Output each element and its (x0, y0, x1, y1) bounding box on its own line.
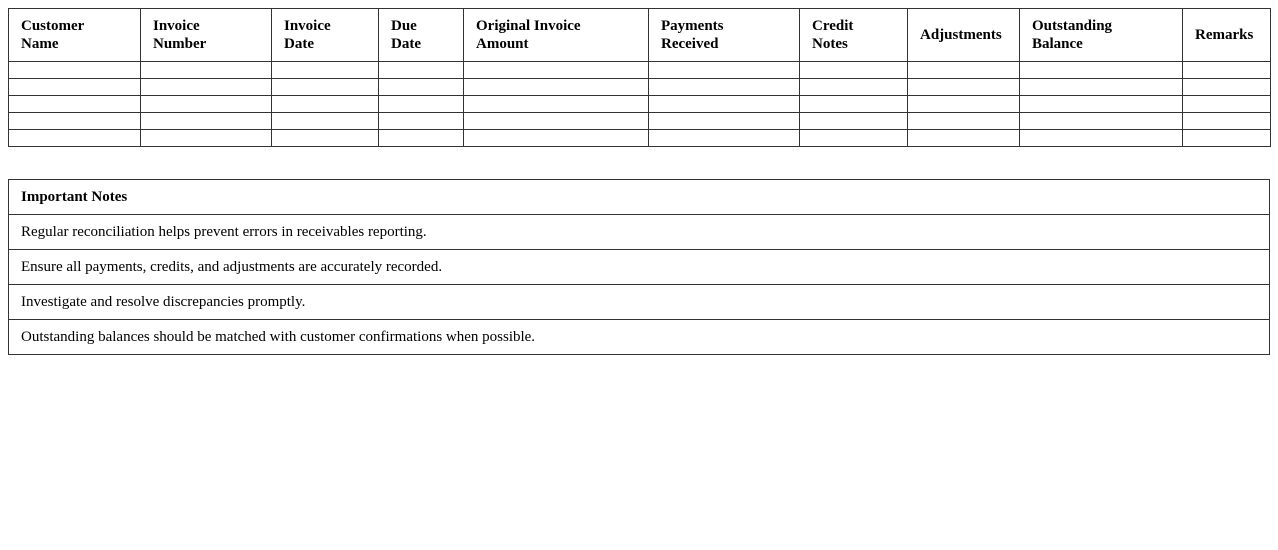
column-header-text: Date (284, 36, 314, 52)
table-cell-invoice-number (141, 62, 272, 79)
table-cell-credit-notes (800, 130, 908, 147)
table-cell-invoice-date (272, 79, 379, 96)
column-header-text: Adjustments (920, 27, 1002, 43)
column-header-credit-notes (800, 9, 908, 62)
table-cell-invoice-number (141, 113, 272, 130)
table-cell-due-date (379, 113, 464, 130)
table-cell-outstanding-balance (1020, 79, 1183, 96)
table-cell-adjustments (908, 79, 1020, 96)
notes-row (9, 320, 1270, 355)
table-body (9, 62, 1271, 147)
column-header-original-invoice-amount (464, 9, 649, 62)
table-cell-credit-notes (800, 96, 908, 113)
table-cell-invoice-date (272, 113, 379, 130)
column-header-text: Outstanding (1032, 18, 1113, 34)
table-cell-customer-name (9, 96, 141, 113)
table-cell-customer-name (9, 113, 141, 130)
column-header-remarks (1183, 9, 1271, 62)
column-header-adjustments (908, 9, 1020, 62)
column-header-text: Original Invoice (476, 18, 581, 34)
column-header-text: Payments (661, 18, 724, 34)
important-notes-table (8, 179, 1270, 355)
column-header-text: Invoice (284, 18, 331, 34)
table-cell-adjustments (908, 96, 1020, 113)
table-cell-outstanding-balance (1020, 62, 1183, 79)
table-cell-invoice-number (141, 79, 272, 96)
notes-row (9, 250, 1270, 285)
table-cell-payments-received (649, 96, 800, 113)
table-cell-adjustments (908, 113, 1020, 130)
table-cell-customer-name (9, 62, 141, 79)
column-header-text: Number (153, 36, 207, 52)
note-item: Investigate and resolve discrepancies promptly. (9, 285, 1270, 320)
table-row (9, 79, 1271, 96)
column-header-text: Customer (21, 18, 85, 34)
note-item: Outstanding balances should be matched with customer confirmations when possible. (9, 320, 1270, 355)
table-cell-invoice-date (272, 130, 379, 147)
table-cell-remarks (1183, 96, 1271, 113)
document-page (8, 8, 1270, 355)
table-row (9, 96, 1271, 113)
notes-row (9, 285, 1270, 320)
table-cell-customer-name (9, 130, 141, 147)
table-cell-payments-received (649, 113, 800, 130)
column-header-text: Received (661, 36, 719, 52)
table-cell-payments-received (649, 62, 800, 79)
table-cell-due-date (379, 62, 464, 79)
table-cell-payments-received (649, 130, 800, 147)
note-item: Ensure all payments, credits, and adjustments are accurately recorded. (9, 250, 1270, 285)
table-cell-adjustments (908, 130, 1020, 147)
table-header-row (9, 9, 1271, 62)
column-header-text: Date (391, 36, 421, 52)
column-header-outstanding-balance (1020, 9, 1183, 62)
table-cell-customer-name (9, 79, 141, 96)
table-cell-outstanding-balance (1020, 96, 1183, 113)
table-cell-credit-notes (800, 113, 908, 130)
table-cell-original-invoice-amount (464, 96, 649, 113)
table-cell-invoice-number (141, 96, 272, 113)
column-header-invoice-date (272, 9, 379, 62)
table-row (9, 113, 1271, 130)
table-row (9, 130, 1271, 147)
table-cell-original-invoice-amount (464, 62, 649, 79)
table-cell-credit-notes (800, 79, 908, 96)
table-cell-invoice-date (272, 62, 379, 79)
table-cell-payments-received (649, 79, 800, 96)
table-cell-invoice-number (141, 130, 272, 147)
column-header-invoice-number (141, 9, 272, 62)
notes-heading-row (9, 180, 1270, 215)
table-cell-outstanding-balance (1020, 113, 1183, 130)
table-cell-outstanding-balance (1020, 130, 1183, 147)
table-cell-remarks (1183, 130, 1271, 147)
column-header-text: Name (21, 36, 59, 52)
table-cell-remarks (1183, 79, 1271, 96)
column-header-text: Due (391, 18, 417, 34)
table-cell-remarks (1183, 113, 1271, 130)
table-cell-remarks (1183, 62, 1271, 79)
column-header-text: Credit (812, 18, 854, 34)
column-header-text: Remarks (1195, 27, 1254, 43)
table-cell-due-date (379, 130, 464, 147)
column-header-text: Notes (812, 36, 848, 52)
notes-heading: Important Notes (9, 180, 1270, 215)
table-cell-original-invoice-amount (464, 79, 649, 96)
table-row (9, 62, 1271, 79)
reconciliation-table (8, 8, 1271, 147)
table-cell-original-invoice-amount (464, 130, 649, 147)
table-cell-credit-notes (800, 62, 908, 79)
column-header-text: Amount (476, 36, 529, 52)
table-cell-original-invoice-amount (464, 113, 649, 130)
table-cell-adjustments (908, 62, 1020, 79)
column-header-payments-received (649, 9, 800, 62)
notes-row (9, 215, 1270, 250)
column-header-customer-name (9, 9, 141, 62)
column-header-text: Invoice (153, 18, 200, 34)
table-cell-due-date (379, 96, 464, 113)
note-item: Regular reconciliation helps prevent errors in receivables reporting. (9, 215, 1270, 250)
column-header-text: Balance (1032, 36, 1083, 52)
column-header-due-date (379, 9, 464, 62)
table-cell-invoice-date (272, 96, 379, 113)
table-cell-due-date (379, 79, 464, 96)
